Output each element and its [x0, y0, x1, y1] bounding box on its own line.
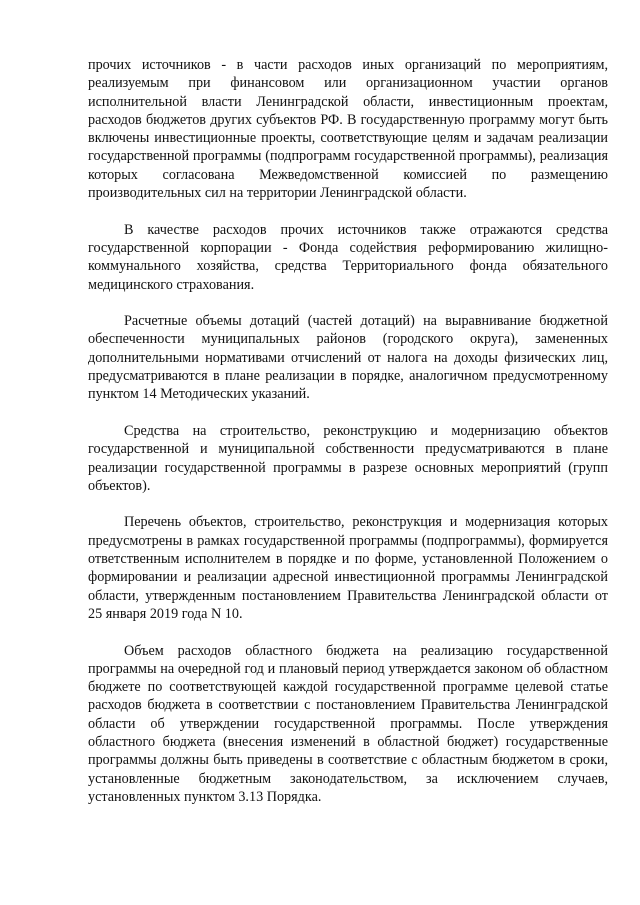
paragraph-subsidies: Расчетные объемы дотаций (частей дотаций) на выравнивание бюджетной обеспеченности муниципальных районов (городского округа), замененных дополнительными нормативами отчислений от налога на доходы физических лиц, предусматриваются в плане реализации в порядке, аналогичном предусмотренному пунктом 14 Методических указаний.	[88, 313, 608, 403]
paragraph-housing-fund: В качестве расходов прочих источников также отражаются средства государственной корпорации - Фонда содействия реформированию жилищно-коммунального хозяйства, средства Территориального фонда обязательного медицинского страхования.	[88, 221, 608, 293]
paragraph-objects-list: Перечень объектов, строительство, реконструкция и модернизация которых предусмотрены в рамках государственной программы (подпрограммы), формируется ответственным исполнителем в порядке и по форме, установленной Положением о формировании и реализации адресной инвестиционной программы Ленинградской области, утвержденным постановлением Правительства Ленинградской области от 25 января 2019 года N 10.	[88, 514, 608, 622]
paragraph-budget-volume: Объем расходов областного бюджета на реализацию государственной программы на очередной год и плановый период утверждается законом об областном бюджете по соответствующей каждой государственной программе целевой статье расходов бюджета в соответствии с постановлением Правительства Ленинградской области об утверждении государственной программы. После утверждения областного бюджета (внесения изменений в областной бюджет) государственные программы должны быть приведены в соответствие с областным бюджетом в сроки, установленные бюджетным законодательством, за исключением случаев, установленных пунктом 3.13 Порядка.	[88, 642, 608, 805]
document-body	[88, 56, 608, 806]
paragraph-construction-funds: Средства на строительство, реконструкцию и модернизацию объектов государственной и муниципальной собственности предусматриваются в плане реализации государственной программы в разрезе основных мероприятий (групп объектов).	[88, 422, 608, 494]
paragraph-other-sources: прочих источников - в части расходов иных организаций по мероприятиям, реализуемым при финансовом или организационном участии органов исполнительной власти Ленинградской области, инвестиционным проектам, расходов бюджетов других субъектов РФ. В государственную программу могут быть включены инвестиционные проекты, соответствующие целям и задачам реализации государственной программы (подпрограмм государственной программы), реализация которых согласована Межведомственной комиссией по размещению производительных сил на территории Ленинградской области.	[88, 57, 608, 202]
